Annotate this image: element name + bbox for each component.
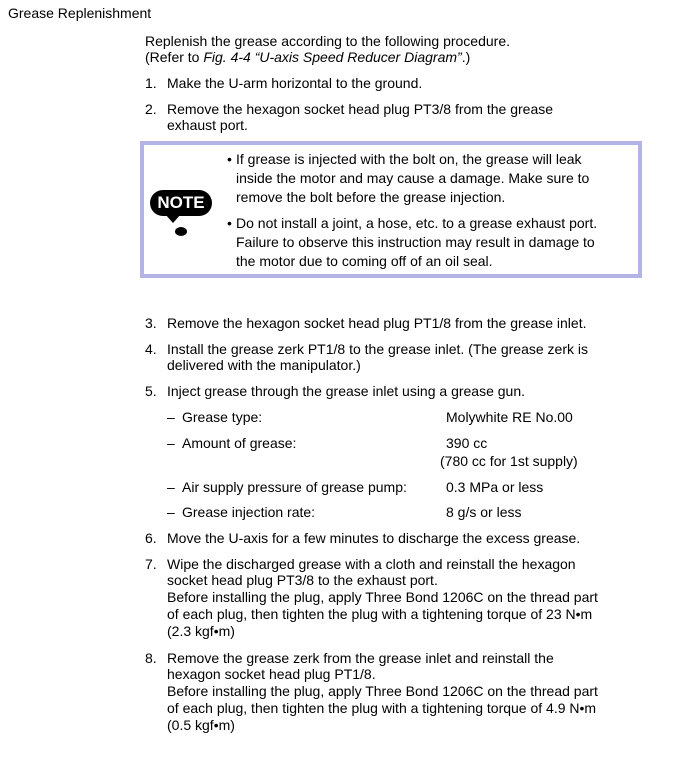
step-2-text-line-1: Remove the hexagon socket head plug PT3/8 from the grease — [167, 101, 554, 117]
note-item-1-line-2: inside the motor and may cause a damage. Make sure to — [236, 170, 590, 186]
step-6-number: 6. — [145, 530, 157, 546]
note-item-2-line-3: the motor due to coming off of an oil seal. — [236, 253, 493, 269]
note-item-2-line-1: Do not install a joint, a hose, etc. to a grease exhaust port. — [236, 215, 598, 231]
step-2-number: 2. — [145, 101, 157, 117]
step-8-text-line-2: hexagon socket head plug PT1/8. — [167, 666, 376, 682]
step-3-text: Remove the hexagon socket head plug PT1/8 from the grease inlet. — [167, 315, 587, 331]
step-1-text: Make the U-arm horizontal to the ground. — [167, 75, 423, 91]
figure-reference-link: Fig. 4-4 “U-axis Speed Reducer Diagram” — [203, 49, 462, 65]
step-7-text-line-1: Wipe the discharged grease with a cloth and reinstall the hexagon — [167, 556, 576, 572]
step-6-text: Move the U-axis for a few minutes to discharge the excess grease. — [167, 530, 581, 546]
step-7-text-line-3: Before installing the plug, apply Three Bond 1206C on the thread part — [167, 589, 598, 605]
intro-text: Replenish the grease according to the following procedure. — [145, 33, 511, 49]
spec-1-dash: – — [167, 409, 175, 425]
step-1-number: 1. — [145, 75, 157, 91]
spec-3-value: 0.3 MPa or less — [446, 479, 544, 495]
spec-1-value: Molywhite RE No.00 — [446, 409, 573, 425]
step-7-text-line-5: (2.3 kgf•m) — [167, 623, 235, 639]
step-3-number: 3. — [145, 315, 157, 331]
step-8-text-line-4: of each plug, then tighten the plug with a tightening torque of 4.9 N•m — [167, 700, 597, 716]
step-8-text-line-3: Before installing the plug, apply Three Bond 1206C on the thread part — [167, 683, 598, 699]
note-item-2-line-2: Failure to observe this instruction may result in damage to — [236, 234, 595, 250]
intro-reference — [145, 49, 470, 65]
spec-4-value: 8 g/s or less — [446, 504, 522, 520]
step-2-text-line-2: exhaust port. — [167, 117, 248, 133]
spec-2-value-extra: (780 cc for 1st supply) — [440, 453, 578, 469]
step-7-text-line-4: of each plug, then tighten the plug with a tightening torque of 23 N•m — [167, 606, 593, 622]
step-5-number: 5. — [145, 383, 157, 399]
spec-2-label: Amount of grease: — [182, 435, 297, 451]
spec-4-dash: – — [167, 504, 175, 520]
step-8-text-line-5: (0.5 kgf•m) — [167, 717, 235, 733]
ref-suffix: .) — [461, 49, 471, 65]
step-8-text-line-1: Remove the grease zerk from the grease inlet and reinstall the — [167, 650, 554, 666]
step-7-number: 7. — [145, 556, 157, 572]
note-badge-tail — [165, 214, 181, 223]
ref-prefix: (Refer to — [145, 49, 204, 65]
step-4-number: 4. — [145, 341, 157, 357]
spec-2-value: 390 cc — [446, 435, 488, 451]
note-item-2-bullet: • — [227, 215, 232, 231]
note-badge: NOTE — [150, 190, 212, 216]
step-8-number: 8. — [145, 650, 157, 666]
note-item-1-bullet: • — [227, 151, 232, 167]
step-4-text-line-2: delivered with the manipulator.) — [167, 357, 361, 373]
spec-1-label: Grease type: — [182, 409, 263, 425]
step-7-text-line-2: socket head plug PT3/8 to the exhaust port. — [167, 572, 438, 588]
note-item-1-line-3: remove the bolt before the grease injection. — [236, 189, 506, 205]
step-5-text: Inject grease through the grease inlet using a grease gun. — [167, 383, 526, 399]
spec-4-label: Grease injection rate: — [182, 504, 316, 520]
note-item-1-line-1: If grease is injected with the bolt on, the grease will leak — [236, 151, 582, 167]
section-heading: Grease Replenishment — [8, 5, 152, 21]
spec-3-label: Air supply pressure of grease pump: — [182, 479, 407, 495]
step-4-text-line-1: Install the grease zerk PT1/8 to the grease inlet. (The grease zerk is — [167, 341, 588, 357]
spec-3-dash: – — [167, 479, 175, 495]
spec-2-dash: – — [167, 435, 175, 451]
note-badge-dot — [175, 227, 187, 236]
